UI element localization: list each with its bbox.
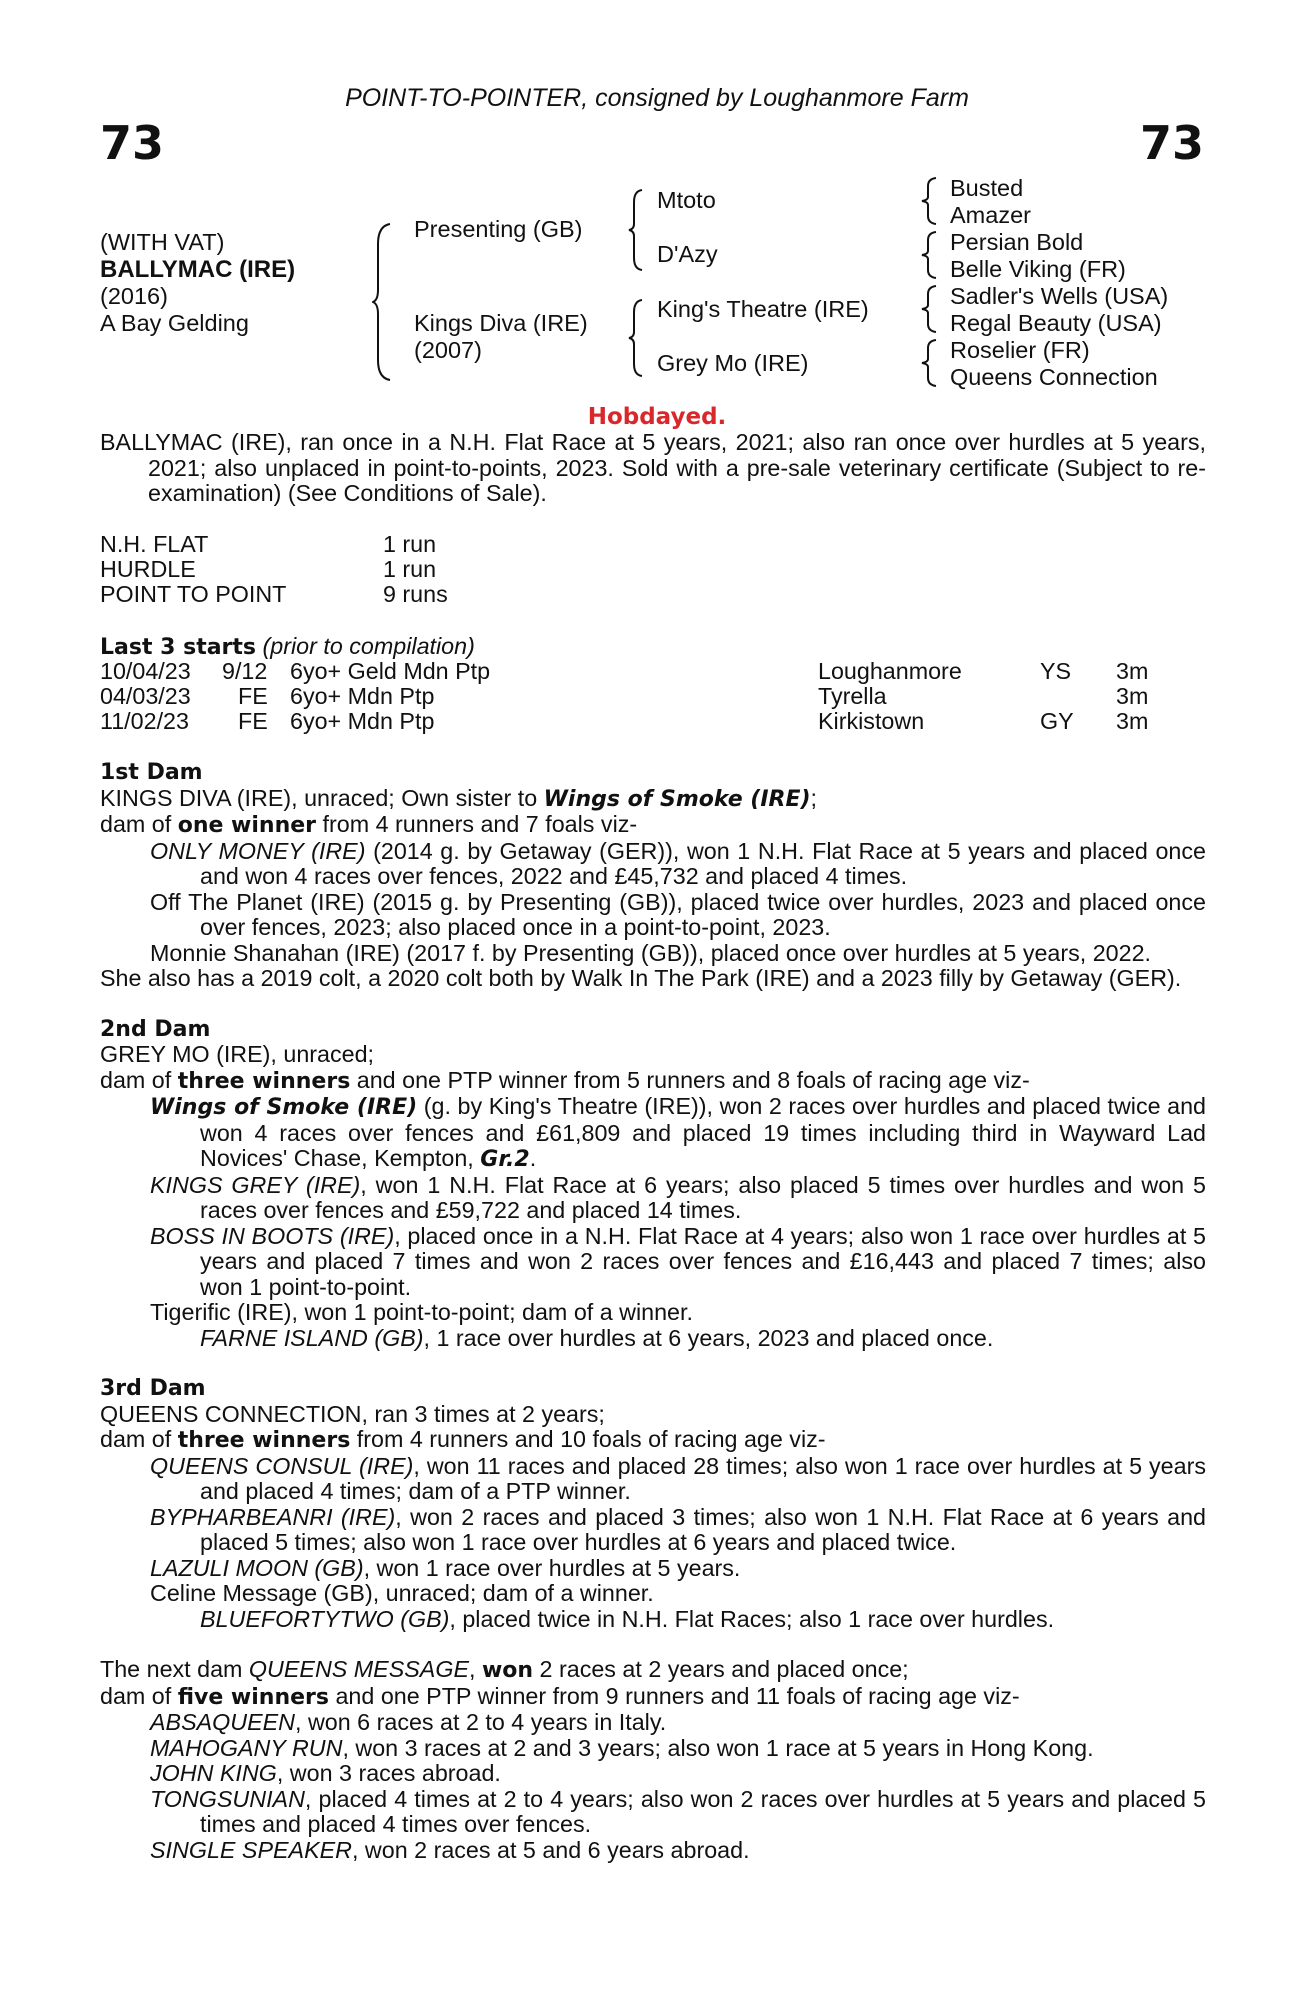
dam-name: QUEENS MESSAGE	[248, 1656, 470, 1682]
spacer	[100, 992, 1206, 1017]
start-distance: 3m	[1116, 683, 1149, 709]
record-runs: 1 run	[383, 531, 437, 557]
first-dam-heading: 1st Dam	[100, 760, 203, 785]
g3-belle-viking: Belle Viking (FR)	[950, 256, 1126, 282]
start-race: 6yo+ Mdn Ptp	[290, 708, 435, 734]
next-dam-line	[100, 1657, 1206, 1684]
last-starts-heading-line	[100, 634, 475, 661]
text-span: dam of	[100, 1426, 178, 1452]
record-type: POINT TO POINT	[100, 581, 287, 607]
progeny-entry	[100, 1454, 1206, 1505]
progeny-text: , placed once in a N.H. Flat Race at 4 years; also won 1 race over hurdles at 5 years and placed 7 times and won 2 races over fences and £16,443 and placed 7 times; also won 1 point-to-point.	[200, 1222, 1206, 1300]
third-dam-heading: 3rd Dam	[100, 1376, 206, 1401]
winners-count: three winners	[177, 1068, 351, 1094]
bracket-horse	[372, 222, 394, 382]
progeny-name: SINGLE SPEAKER	[150, 1836, 352, 1863]
progeny-text: , won 3 races abroad.	[276, 1760, 501, 1786]
progeny-entry	[100, 1556, 1206, 1582]
progeny-entry	[100, 1710, 1206, 1736]
text-span: dam of	[100, 1066, 178, 1093]
bracket-g3-2	[920, 230, 940, 280]
record-runs: 1 run	[383, 556, 437, 582]
second-dam-heading: 2nd Dam	[100, 1016, 211, 1042]
bracket-g3-1	[920, 176, 940, 226]
start-position: FE	[238, 683, 268, 709]
start-race: 6yo+ Geld Mdn Ptp	[290, 658, 491, 684]
sire-dam: D'Azy	[657, 241, 718, 267]
grade-label: Gr.2	[480, 1147, 530, 1172]
vat-label: (WITH VAT)	[100, 229, 225, 255]
won-label: won	[481, 1658, 534, 1683]
progeny-entry: Off The Planet (IRE) (2015 g. by Presenting (GB)), placed twice over hurdles, 2023 and placed once over fences, 2023; also placed once in a point-to-point, 2023.	[150, 888, 1206, 940]
start-going: YS	[1040, 658, 1072, 684]
progeny-name: LAZULI MOON (GB)	[150, 1554, 364, 1581]
progeny-text: , won 3 races at 2 and 3 years; also won 1 race at 5 years in Hong Kong.	[342, 1734, 1094, 1761]
progeny-entry	[100, 839, 1206, 890]
sire-sire: Mtoto	[657, 187, 716, 213]
progeny-name: ABSAQUEEN	[150, 1709, 296, 1735]
horse-description: A Bay Gelding	[100, 310, 249, 336]
progeny-text: , won 11 races and placed 28 times; also won 1 race over hurdles at 5 years and placed 4 times; dam of a PTP winner.	[200, 1452, 1206, 1504]
start-race: 6yo+ Mdn Ptp	[290, 683, 435, 709]
start-position: FE	[238, 708, 268, 734]
g3-amazer: Amazer	[950, 202, 1031, 228]
page-header: POINT-TO-POINTER, consigned by Loughanmore Farm	[345, 84, 969, 112]
progeny-text: , won 2 races at 5 and 6 years abroad.	[351, 1836, 750, 1863]
hobdayed-note: Hobdayed.	[587, 404, 727, 430]
g3-sadlers-wells: Sadler's Wells (USA)	[950, 283, 1169, 309]
progeny-entry	[100, 1787, 1206, 1838]
next-dam-summary	[100, 1684, 1206, 1711]
progeny-name: BLUEFORTYTWO (GB)	[200, 1605, 450, 1632]
progeny-text: , won 6 races at 2 to 4 years in Italy.	[295, 1709, 667, 1735]
progeny-text: , won 2 races and placed 3 times; also won 1 N.H. Flat Race at 6 years and placed 5 times; also won 1 race over hurdles at 6 years and placed twice.	[200, 1503, 1206, 1555]
first-dam-summary	[100, 812, 1206, 839]
progeny-entry	[100, 1761, 1206, 1787]
progeny-name: MAHOGANY RUN	[150, 1734, 343, 1761]
start-distance: 3m	[1116, 658, 1149, 684]
last-starts-note: (prior to compilation)	[262, 633, 475, 659]
g3-persian-bold: Persian Bold	[950, 229, 1084, 255]
text-span: KINGS DIVA (IRE), unraced; Own sister to	[100, 784, 544, 811]
progeny-text: (g. by King's Theatre (IRE)), won 2 races over hurdles and placed twice and won 4 races over fences and £61,809 and placed 19 times including third in Wayward Lad Novices' Chase, Kempton,	[200, 1093, 1206, 1171]
winners-count: one winner	[177, 813, 317, 838]
horse-year: (2016)	[100, 283, 168, 309]
horse-link: Wings of Smoke (IRE)	[543, 786, 811, 812]
progeny-name: TONGSUNIAN	[150, 1785, 305, 1812]
text-span: .	[529, 1145, 537, 1171]
progeny-name: KINGS GREY (IRE)	[150, 1171, 361, 1198]
winners-count: five winners	[177, 1684, 329, 1710]
g3-regal-beauty: Regal Beauty (USA)	[950, 310, 1162, 336]
first-dam-line	[100, 786, 1206, 813]
start-date: 11/02/23	[100, 708, 189, 734]
second-dam-summary	[100, 1068, 1206, 1095]
sire-name: Presenting (GB)	[414, 216, 583, 242]
lot-number-left: 73	[100, 116, 165, 170]
progeny-name: Wings of Smoke (IRE)	[150, 1095, 418, 1120]
dam-name: Kings Diva (IRE)	[414, 310, 588, 336]
progeny-name: QUEENS CONSUL (IRE)	[150, 1452, 414, 1479]
dam-year: (2007)	[414, 337, 482, 363]
text-span: and one PTP winner from 9 runners and 11 foals of racing age viz-	[329, 1682, 1020, 1709]
progeny-name: BYPHARBEANRI (IRE)	[150, 1503, 396, 1530]
progeny-text: , placed twice in N.H. Flat Races; also 1 race over hurdles.	[449, 1605, 1055, 1632]
start-course: Tyrella	[818, 683, 887, 709]
dam-dam: Grey Mo (IRE)	[657, 350, 809, 376]
progeny-name: ONLY MONEY (IRE)	[150, 837, 366, 864]
lot-number-right: 73	[1139, 116, 1204, 170]
record-type: HURDLE	[100, 556, 196, 582]
record-type: N.H. FLAT	[100, 531, 209, 557]
progeny-text: , won 1 race over hurdles at 5 years.	[363, 1554, 741, 1581]
dam-sire: King's Theatre (IRE)	[657, 296, 869, 322]
other-foals: She also has a 2019 colt, a 2020 colt both by Walk In The Park (IRE) and a 2023 filly by Getaway (GER).	[100, 965, 1182, 991]
bracket-dam	[628, 298, 646, 378]
grand-progeny-entry	[100, 1326, 1206, 1352]
text-span: dam of	[100, 1682, 178, 1709]
bracket-g3-4	[920, 338, 940, 388]
record-runs: 9 runs	[383, 581, 448, 607]
last-starts-heading: Last 3 starts	[100, 635, 257, 660]
third-dam-line: QUEENS CONNECTION, ran 3 times at 2 years;	[100, 1400, 605, 1427]
summary-block	[100, 430, 1206, 507]
start-going: GY	[1040, 708, 1074, 734]
text-span: and one PTP winner from 5 runners and 8 foals of racing age viz-	[350, 1066, 1030, 1093]
progeny-text: , 1 race over hurdles at 6 years, 2023 and placed once.	[423, 1324, 994, 1351]
start-date: 04/03/23	[100, 683, 191, 709]
text-span: from 4 runners and 10 foals of racing age viz-	[350, 1426, 826, 1452]
progeny-entry	[100, 1224, 1206, 1301]
grand-progeny-entry	[100, 1607, 1206, 1633]
progeny-entry: Tigerific (IRE), won 1 point-to-point; dam of a winner.	[150, 1299, 693, 1325]
text-span: dam of	[100, 811, 178, 837]
second-dam-line: GREY MO (IRE), unraced;	[100, 1041, 375, 1067]
bracket-sire	[628, 188, 646, 272]
start-distance: 3m	[1116, 708, 1149, 734]
text-span: ,	[469, 1656, 482, 1682]
winners-count: three winners	[177, 1428, 351, 1453]
horse-name: BALLYMAC (IRE)	[100, 256, 296, 283]
progeny-entry	[100, 1736, 1206, 1762]
spacer	[100, 1632, 1206, 1657]
third-dam-summary	[100, 1427, 1206, 1454]
progeny-entry: Monnie Shanahan (IRE) (2017 f. by Presenting (GB)), placed once over hurdles at 5 years, 2022.	[150, 939, 1152, 966]
progeny-entry: Celine Message (GB), unraced; dam of a winner.	[150, 1580, 654, 1606]
progeny-name: BOSS IN BOOTS (IRE)	[150, 1222, 395, 1249]
text-span: ;	[810, 784, 818, 811]
g3-roselier: Roselier (FR)	[950, 337, 1090, 363]
progeny-entry	[100, 1094, 1206, 1173]
text-span: from 4 runners and 7 foals viz-	[316, 811, 638, 837]
progeny-entry	[100, 1173, 1206, 1224]
bracket-g3-3	[920, 284, 940, 334]
text-span: 2 races at 2 years and placed once;	[533, 1656, 909, 1682]
progeny-entry	[100, 1838, 1206, 1864]
spacer	[100, 1351, 1206, 1376]
start-course: Loughanmore	[818, 658, 962, 684]
progeny-text: , placed 4 times at 2 to 4 years; also won 2 races over hurdles at 5 years and placed 5 times and placed 4 times over fences.	[200, 1785, 1206, 1837]
g3-queens-connection: Queens Connection	[950, 364, 1158, 390]
progeny-name: FARNE ISLAND (GB)	[200, 1324, 424, 1351]
summary-text: BALLYMAC (IRE), ran once in a N.H. Flat Race at 5 years, 2021; also ran once over hurdles at 5 years, 2021; also unplaced in point-to-points, 2023. Sold with a pre-sale veterinary certificate (Subject to re-examination) (See Conditions of Sale).	[100, 429, 1206, 506]
progeny-name: JOHN KING	[150, 1760, 277, 1786]
text-span: The next dam	[100, 1656, 249, 1682]
progeny-text: (2014 g. by Getaway (GER)), won 1 N.H. Flat Race at 5 years and placed once and won 4 races over fences, 2022 and £45,732 and placed 4 times.	[200, 837, 1206, 889]
start-date: 10/04/23	[100, 658, 191, 684]
progeny-entry	[100, 1505, 1206, 1556]
start-position: 9/12	[222, 658, 268, 684]
g3-busted: Busted	[950, 175, 1024, 201]
progeny-text: , won 1 N.H. Flat Race at 6 years; also placed 5 times over hurdles and won 5 races over fences and £59,722 and placed 14 times.	[200, 1171, 1206, 1223]
family-details	[100, 760, 1206, 1863]
start-course: Kirkistown	[818, 708, 925, 734]
